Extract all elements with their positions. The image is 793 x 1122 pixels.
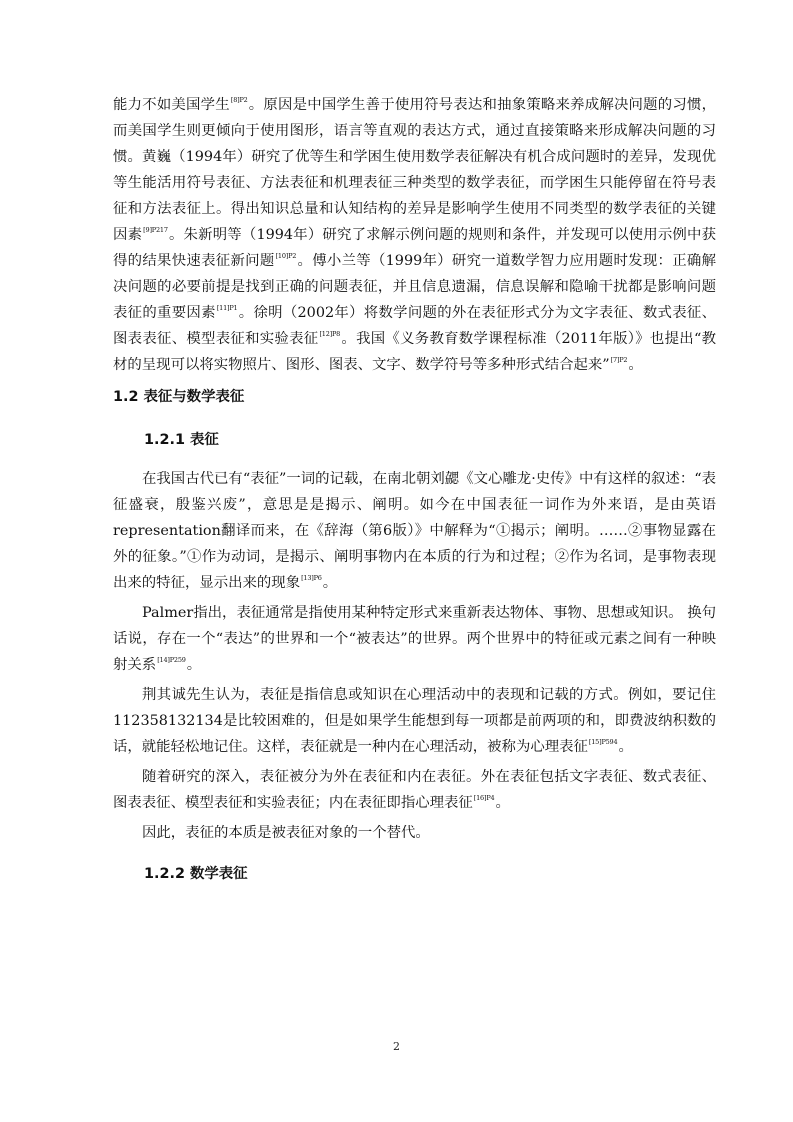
page-body	[113, 92, 716, 900]
citation: [7]P2	[610, 356, 628, 364]
citation: [15]P594	[588, 738, 618, 746]
text-run: 随着研究的深入，表征被分为外在表征和内在表征。外在表征包括文字表征、数式表征、图表表征、模型表征和实验表征；内在表征即指心理表征	[113, 769, 716, 811]
text-run: 。	[618, 739, 633, 755]
text-run: 。	[628, 357, 643, 373]
page-number: 2	[393, 1040, 400, 1053]
citation: [11]P1	[216, 304, 238, 312]
paragraph-representation-origin	[113, 466, 716, 596]
text-run: 。	[186, 657, 202, 673]
text-run: 荆其诚先生认为，表征是指信息或知识在心理活动中的表现和记载的方式。例如，要记住112358132134是比较困难的，但是如果学生能想到每一项都是前两项的和，即费波纳积数的话，就能轻松地记住。这样，表征就是一种内在心理活动，被称为心理表征	[113, 687, 716, 755]
text-run: 。我国《义务教育数学课程标准（2011年版）》也提出“教材的呈现可以将实物照片、图形、图表、文字、数学符号等多种形式结合起来”	[113, 331, 716, 373]
text-run: 。	[495, 795, 510, 811]
paragraph-conclusion	[113, 820, 716, 846]
citation: [10]P2	[275, 252, 297, 260]
paragraph-jing-qicheng	[113, 682, 716, 760]
paragraph-literature-review	[113, 92, 716, 378]
citation: [9]P217	[143, 226, 168, 234]
text-run: 。朱新明等（1994年）研究了求解示例问题的规则和条件，并发现可以使用示例中获得的结果快速表征新问题	[113, 227, 716, 269]
citation: [8]P2	[230, 96, 248, 104]
section-heading-1-2: 1.2 表征与数学表征	[113, 389, 245, 405]
citation: [16]P4	[473, 794, 495, 802]
citation: [14]P259	[157, 656, 186, 664]
text-run: 因此，表征的本质是被表征对象的一个替代。	[142, 825, 430, 841]
citation: [12]P8	[319, 330, 341, 338]
text-run: Palmer指出，表征通常是指使用某种特定形式来重新表达物体、事物、思想或知识。 换句话说，存在一个“表达”的世界和一个“被表达”的世界。两个世界中的特征或元素之间有一种映射关系	[113, 605, 716, 673]
text-run: 。傅小兰等（1999年）研究一道数学智力应用题时发现：正确解决问题的必要前提是找到正确的问题表征，并且信息遗漏，信息误解和隐喻干扰都是影响问题表征的重要因素	[113, 253, 716, 321]
text-run: 能力不如美国学生	[113, 97, 230, 113]
citation: [13]P6	[301, 574, 322, 582]
subsection-heading-1-2-1: 1.2.1 表征	[144, 432, 219, 448]
paragraph-palmer	[113, 600, 716, 678]
text-run: 。	[322, 575, 338, 591]
text-run: 在我国古代已有“表征”一词的记载，在南北朝刘勰《文心雕龙·史传》中有这样的叙述：“表征盛衰，殷鉴兴废”，意思是是揭示、阐明。如今在中国表征一词作为外来语，是由英语representation翻译而来，在《辞海（第6版）》中解释为“①揭示；阐明。……②事物显露在外的征象。”①作为动词，是揭示、阐明事物内在本质的行为和过程；②作为名词，是事物表现出来的特征，显示出来的现象	[113, 471, 716, 591]
text-run: 。原因是中国学生善于使用符号表达和抽象策略来养成解决问题的习惯，而美国学生则更倾向于使用图形，语言等直观的表达方式，通过直接策略来形成解决问题的习惯。黄巍（1994年）研究了优等生和学困生使用数学表征解决有机合成问题时的差异，发现优等生能活用符号表征、方法表征和机理表征三种类型的数学表征，而学困生只能停留在符号表征和方法表征上。得出知识总量和认知结构的差异是影响学生使用不同类型的数学表征的关键因素	[113, 97, 716, 243]
paragraph-external-internal	[113, 764, 716, 816]
text-run: 。徐明（2002年）将数学问题的外在表征形式分为文字表征、数式表征、图表表征、模型表征和实验表征	[113, 305, 716, 347]
subsection-heading-1-2-2: 1.2.2 数学表征	[144, 866, 248, 882]
